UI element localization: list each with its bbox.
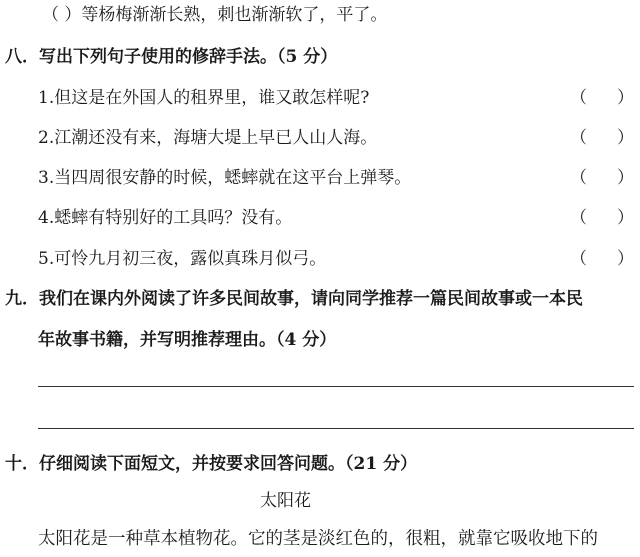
question-item-4 <box>38 207 292 229</box>
open-paren: （ <box>570 249 587 269</box>
section-number: 八． <box>5 47 39 67</box>
section-9-prompt-continued <box>38 329 336 351</box>
item-text: 3.当四周很安静的时候，蟋蟀就在这平台上弹琴。 <box>38 168 412 188</box>
previous-question-line <box>42 4 387 26</box>
section-prompt-line-1: 我们在课内外阅读了许多民间故事，请向同学推荐一篇民间故事或一本民 <box>39 289 583 309</box>
question-item-1 <box>38 87 369 109</box>
passage-title <box>260 490 311 512</box>
answer-writing-line-2[interactable] <box>38 428 634 429</box>
item-text: 5.可怜九月初三夜，露似真珠月似弓。 <box>38 249 327 269</box>
item-text: 1.但这是在外国人的租界里，谁又敢怎样呢? <box>38 88 370 108</box>
open-paren: （ <box>570 128 587 148</box>
open-paren: （ <box>570 88 587 108</box>
question-item-5 <box>38 248 326 270</box>
answer-writing-line-1[interactable] <box>38 386 634 387</box>
section-10-heading <box>5 453 417 475</box>
passage-line-1: 太阳花是一种草本植物花。它的茎是淡红色的，很粗，就靠它吸收地下的 <box>38 529 598 549</box>
section-9-heading <box>5 288 583 310</box>
section-number: 九． <box>5 289 39 309</box>
passage-title-text: 太阳花 <box>260 491 311 511</box>
section-8-heading <box>5 46 337 68</box>
section-title: 仔细阅读下面短文，并按要求回答问题。（21 分） <box>39 454 418 474</box>
close-paren: ） <box>617 168 634 188</box>
close-paren: ） <box>617 88 634 108</box>
passage-paragraph <box>38 528 598 550</box>
item-text: 4.蟋蟀有特别好的工具吗？没有。 <box>38 208 293 228</box>
close-paren: ） <box>617 208 634 228</box>
section-prompt-line-2: 年故事书籍，并写明推荐理由。（4 分） <box>38 330 337 350</box>
question-item-3 <box>38 167 411 189</box>
item-text: 2.江潮还没有来，海塘大堤上早已人山人海。 <box>38 128 378 148</box>
open-paren: （ <box>570 168 587 188</box>
section-title: 写出下列句子使用的修辞手法。（5 分） <box>39 47 338 67</box>
section-number: 十． <box>5 454 39 474</box>
answer-blank: （ ） <box>42 5 82 25</box>
close-paren: ） <box>617 128 634 148</box>
close-paren: ） <box>617 249 634 269</box>
question-item-2 <box>38 127 377 149</box>
open-paren: （ <box>570 208 587 228</box>
question-text: 等杨梅渐渐长熟，刺也渐渐软了，平了。 <box>81 5 388 25</box>
